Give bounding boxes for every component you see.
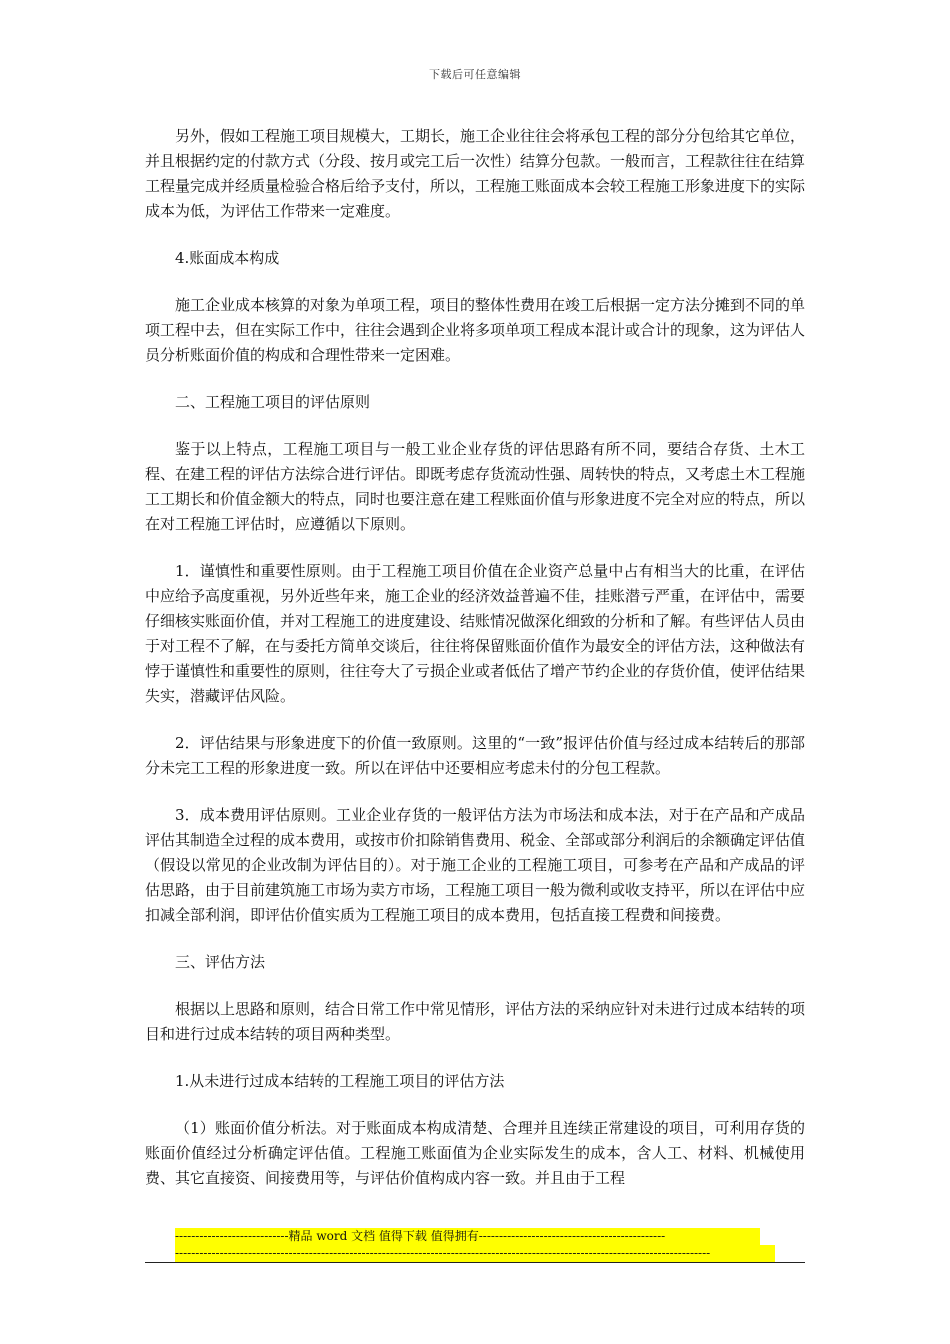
paragraph-cost-accounting: 施工企业成本核算的对象为单项工程，项目的整体性费用在竣工后根据一定方法分摊到不同的单项工程中去，但在实际工作中，往往会遇到企业将多项单项工程成本混计或合计的现象，这为评估人员分析账面价值的构成和合理性带来一定困难。 [145, 296, 806, 364]
paragraph-book-value-analysis: （1）账面价值分析法。对于账面成本构成清楚、合理并且连续正常建设的项目，可利用存货的账面价值经过分析确定评估值。工程施工账面值为企业实际发生的成本，含人工、材料、机械使用费、其它直接资、间接费用等，与评估价值构成内容一致。并且由于工程 [145, 1119, 805, 1187]
paragraph-prudence-principle: 1．谨慎性和重要性原则。由于工程施工项目价值在企业资产总量中占有相当大的比重，在评估中应给予高度重视，另外近些年来，施工企业的经济效益普遍不佳，挂账潜亏严重，在评估中，需要仔细核实账面价值，并对工程施工的进度建设、结账情况做深化细致的分析和了解。有些评估人员由于对工程不了解，在与委托方简单交谈后，往往将保留账面价值作为最安全的评估方法，这种做法有悖于谨慎性和重要性的原则，往往夸大了亏损企业或者低估了增产节约企业的存货价值，使评估结果失实，潜藏评估风险。 [145, 562, 806, 705]
footer-banner-line2: ------------------------------------------------------------------------------------------------------------------------------------ [175, 1245, 775, 1262]
footer-banner [175, 1228, 775, 1262]
page-header: 下载后可任意编辑 [429, 68, 521, 81]
document-body [145, 124, 805, 1213]
footer-banner-line1: ----------------------------精品 word 文档 值得下载 值得拥有---------------------------------------------- [175, 1228, 760, 1245]
paragraph-subcontract: 另外，假如工程施工项目规模大，工期长，施工企业往往会将承包工程的部分分包给其它单位，并且根据约定的付款方式（分段、按月或完工后一次性）结算分包款。一般而言，工程款往往在结算工程量完成并经质量检验合格后给予支付，所以，工程施工账面成本会较工程施工形象进度下的实际成本为低，为评估工作带来一定难度。 [145, 127, 806, 220]
paragraph-consistency-principle: 2．评估结果与形象进度下的价值一致原则。这里的“一致”报评估价值与经过成本结转后的那部分未完工工程的形象进度一致。所以在评估中还要相应考虑未付的分包工程款。 [145, 734, 805, 777]
paragraph-cost-principle: 3．成本费用评估原则。工业企业存货的一般评估方法为市场法和成本法，对于在产品和产成品评估其制造全过程的成本费用，或按市价扣除销售费用、税金、全部或部分利润后的余额确定评估值（假设以常见的企业改制为评估目的）。对于施工企业的工程施工项目，可参考在产品和产成品的评估思路，由于目前建筑施工市场为卖方市场，工程施工项目一般为微利或收支持平，所以在评估中应扣减全部利润，即评估价值实质为工程施工项目的成本费用，包括直接工程费和间接费。 [145, 806, 806, 924]
section-heading-principles: 二、工程施工项目的评估原则 [175, 393, 371, 411]
footer-divider [145, 1262, 805, 1263]
heading-method-no-carryover: 1.从未进行过成本结转的工程施工项目的评估方法 [175, 1072, 505, 1090]
paragraph-principles-intro: 鉴于以上特点，工程施工项目与一般工业企业存货的评估思路有所不同，要结合存货、土木工程、在建工程的评估方法综合进行评估。即既考虑存货流动性强、周转快的特点，又考虑土木工程施工工期长和价值金额大的特点，同时也要注意在建工程账面价值与形象进度不完全对应的特点，所以在对工程施工评估时，应遵循以下原则。 [145, 440, 806, 533]
section-heading-methods: 三、评估方法 [175, 953, 266, 971]
paragraph-methods-intro: 根据以上思路和原则，结合日常工作中常见情形，评估方法的采纳应针对未进行过成本结转的项目和进行过成本结转的项目两种类型。 [145, 1000, 806, 1043]
heading-book-cost-composition: 4.账面成本构成 [175, 249, 280, 267]
